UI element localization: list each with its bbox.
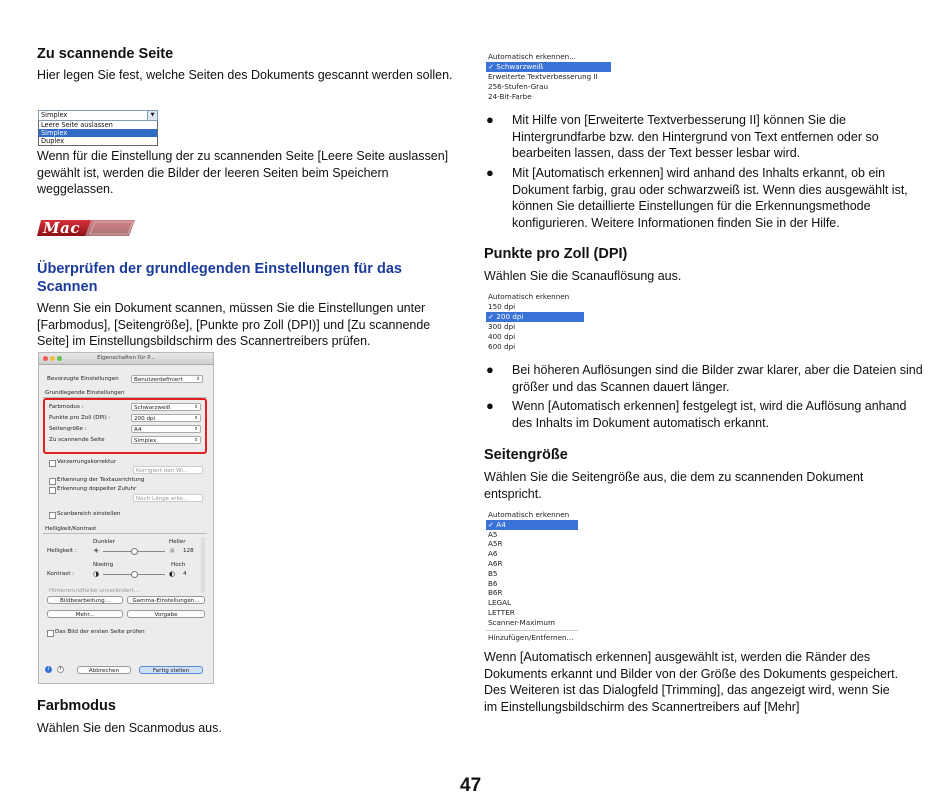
paragraph-dpi: Wählen Sie die Scanauflösung aus. bbox=[484, 269, 682, 283]
list-item[interactable]: Automatisch erkennen... bbox=[488, 52, 577, 61]
doppelter-popup[interactable] bbox=[133, 494, 203, 502]
popup-value: Nach Länge erke... bbox=[136, 496, 189, 502]
bullet-dot-icon: ● bbox=[486, 398, 494, 413]
bullet-dot-icon: ● bbox=[486, 112, 494, 127]
list-item[interactable]: 150 dpi bbox=[488, 302, 516, 311]
dpi-popup[interactable] bbox=[131, 414, 201, 422]
simplex-option[interactable]: Leere Seite auslassen bbox=[41, 121, 113, 129]
kontrast-slider-knob[interactable] bbox=[131, 571, 138, 578]
paragraph-zu-scannende-seite: Hier legen Sie fest, welche Seiten des Dokuments gescannt werden sollen. bbox=[37, 68, 453, 82]
list-item[interactable]: LEGAL bbox=[488, 598, 512, 608]
hoch-label: Hoch bbox=[171, 562, 186, 568]
row-label: Farbmodus : bbox=[49, 404, 84, 410]
seitengroesse-popup[interactable] bbox=[131, 425, 201, 433]
contrast-icon: ◑ bbox=[93, 570, 100, 578]
paragraph-automatisch: Wenn [Automatisch erkennen] ausgewählt ist, werden die Ränder des Dokuments erkannt und Bilder von der Größe des Dokuments gespeichert. Des Weiteren ist das Dialogfeld [Trimming], das angezeigt wird, wenn Sie im Einstellungsbildschirm des Scannertreibers auf [Mehr] bbox=[484, 650, 899, 714]
info-icon[interactable]: i bbox=[45, 666, 52, 673]
updown-icon: ⇕ bbox=[196, 377, 200, 382]
simplex-option[interactable]: Duplex bbox=[41, 137, 65, 145]
bullet-text: Mit [Automatisch erkennen] wird anhand des Inhalts erkannt, ob ein Dokument farbig, grau oder schwarzweiß ist. Wenn dies ausgewählt ist, können Sie detaillierte Einstellungen für die Erkennungsmethode konfigurieren. Weitere Informationen finden Sie in der Hilfe. bbox=[512, 166, 908, 230]
erste-seite-checkbox[interactable]: Das Bild der ersten Seite prüfen bbox=[47, 628, 145, 636]
verzerrung-checkbox[interactable]: Verzerrungskorrektur bbox=[49, 458, 116, 466]
list-item[interactable]: B6R bbox=[488, 588, 503, 598]
group-label: Grundlegende Einstellungen bbox=[45, 390, 125, 396]
list-item[interactable]: A6R bbox=[488, 558, 503, 568]
mehr-button[interactable]: Mehr... bbox=[47, 610, 123, 618]
paragraph-farbmodus: Wählen Sie den Scanmodus aus. bbox=[37, 721, 222, 735]
pref-label: Bevorzugte Einstellungen bbox=[47, 376, 119, 382]
size-list bbox=[486, 510, 578, 642]
gamma-button[interactable]: Gamma-Einstellungen... bbox=[127, 596, 205, 604]
row-value: A4 bbox=[134, 427, 142, 433]
dialog-titlebar bbox=[39, 353, 213, 365]
heller-label: Heller bbox=[169, 539, 186, 545]
helligkeit-slider-knob[interactable] bbox=[131, 548, 138, 555]
divider bbox=[43, 533, 207, 534]
helligkeit-value: 128 bbox=[183, 548, 194, 554]
list-item[interactable]: Scanner-Maximum bbox=[488, 617, 555, 627]
chevron-down-icon: ▼ bbox=[147, 111, 157, 120]
hk-label: Helligkeit/Kontrast bbox=[45, 526, 97, 532]
list-item[interactable]: ✓ A4 bbox=[486, 520, 578, 530]
paragraph-grundlegende-einstellungen: Wenn Sie ein Dokument scannen, müssen Sie die Einstellungen unter [Farbmodus], [Seitengröße], [Punkte pro Zoll (DPI)] und [Zu scannende Seite] im Einstellungsbildschirm des Scannertreibers prüfen. bbox=[37, 301, 431, 348]
bullet-item bbox=[486, 398, 930, 431]
paragraph-leere-seite: Wenn für die Einstellung der zu scannenden Seite [Leere Seite auslassen] gewählt ist, werden die Bilder der leeren Seiten beim Speichern weggelassen. bbox=[37, 149, 449, 196]
sun-icon: ☀ bbox=[93, 547, 100, 555]
updown-icon: ⇕ bbox=[194, 405, 198, 410]
abbrechen-button[interactable]: Abbrechen bbox=[77, 666, 131, 674]
row-value: Schwarzweiß bbox=[134, 405, 171, 411]
bullet-text: Wenn [Automatisch erkennen] festgelegt ist, wird die Auflösung anhand des Inhalts im Dokument automatisch erkannt. bbox=[512, 399, 907, 430]
farbmodus-list bbox=[486, 52, 611, 102]
contrast-icon: ◐ bbox=[169, 570, 176, 578]
niedrig-label: Niedrig bbox=[93, 562, 114, 568]
bullet-item bbox=[486, 165, 930, 231]
list-item[interactable]: B5 bbox=[488, 568, 498, 578]
cut-text: Hintergrundfarbe unverändert... bbox=[49, 588, 140, 592]
scrollbar[interactable] bbox=[201, 537, 205, 593]
list-item[interactable]: Erweiterte Textverbesserung II bbox=[488, 72, 598, 81]
dunkler-label: Dunkler bbox=[93, 539, 115, 545]
heading-zu-scannende-seite: Zu scannende Seite bbox=[37, 46, 174, 62]
popup-value: Korrigiert den Wi... bbox=[136, 468, 189, 474]
list-separator bbox=[486, 630, 578, 631]
fertig-button[interactable]: Fertig stellen bbox=[139, 666, 203, 674]
simplex-option[interactable]: Simplex bbox=[39, 129, 157, 137]
bullet-text: Mit Hilfe von [Erweiterte Textverbesserung II] können Sie die Hintergrundfarbe bzw. den Hintergrund von Text entfernen oder so bearbeiten lassen, dass der Text besser lesbar wird. bbox=[512, 113, 879, 160]
updown-icon: ⇕ bbox=[194, 438, 198, 443]
list-item[interactable]: 256-Stufen-Grau bbox=[488, 82, 549, 91]
mac-badge-label: Mac bbox=[43, 219, 80, 237]
row-label: Punkte pro Zoll (DPI) : bbox=[49, 415, 111, 421]
help-icon[interactable]: ? bbox=[57, 666, 64, 673]
textausrichtung-checkbox[interactable]: Erkennung der Textausrichtung bbox=[49, 476, 144, 484]
scanbereich-checkbox[interactable]: Scanbereich einstellen bbox=[49, 510, 120, 518]
list-item[interactable]: ✓ 200 dpi bbox=[486, 312, 584, 322]
list-item[interactable]: A6 bbox=[488, 549, 498, 559]
heading-seitengroesse: Seitengröße bbox=[484, 447, 568, 463]
list-item[interactable]: Automatisch erkennen bbox=[488, 292, 570, 301]
list-item[interactable]: A5 bbox=[488, 529, 498, 539]
list-item[interactable]: 300 dpi bbox=[488, 322, 516, 331]
bullet-item bbox=[486, 362, 930, 395]
sun-icon: ☼ bbox=[169, 547, 176, 555]
list-item[interactable]: A5R bbox=[488, 539, 503, 549]
verzerrung-popup[interactable] bbox=[133, 466, 203, 474]
list-item[interactable]: 400 dpi bbox=[488, 332, 516, 341]
mac-badge bbox=[37, 218, 135, 238]
row-value: Simplex bbox=[134, 438, 157, 444]
simplex-select-value: Simplex bbox=[41, 111, 68, 119]
list-item[interactable]: LETTER bbox=[488, 607, 515, 617]
vorgabe-button[interactable]: Vorgabe bbox=[127, 610, 205, 618]
updown-icon: ⇕ bbox=[194, 416, 198, 421]
kontrast-label: Kontrast : bbox=[47, 571, 75, 577]
list-item[interactable]: Hinzufügen/Entfernen... bbox=[488, 632, 574, 642]
simplex-select[interactable] bbox=[38, 110, 158, 146]
list-item[interactable]: 600 dpi bbox=[488, 342, 516, 351]
bullet-text: Bei höheren Auflösungen sind die Bilder zwar klarer, aber die Dateien sind größer und das Scannen dauert länger. bbox=[512, 363, 923, 394]
bullet-dot-icon: ● bbox=[486, 165, 494, 180]
heading-farbmodus: Farbmodus bbox=[37, 698, 116, 714]
row-label: Seitengröße : bbox=[49, 426, 87, 432]
bildbearbeitung-button[interactable]: Bildbearbeitung... bbox=[47, 596, 123, 604]
paragraph-seitengroesse: Wählen Sie die Seitengröße aus, die dem zu scannenden Dokument entspricht. bbox=[484, 470, 864, 501]
dialog-title: Eigenschaften für P... bbox=[97, 355, 155, 361]
row-value: 200 dpi bbox=[134, 416, 156, 422]
bullet-dot-icon: ● bbox=[486, 362, 494, 377]
kontrast-value: 4 bbox=[183, 571, 187, 577]
page-number: 47 bbox=[460, 775, 482, 796]
updown-icon: ⇕ bbox=[194, 427, 198, 432]
pref-value: Benutzerdefiniert bbox=[134, 377, 183, 383]
farbmodus-popup[interactable] bbox=[131, 403, 201, 411]
list-item[interactable]: Automatisch erkennen bbox=[488, 510, 570, 519]
heading-grundlegende-einstellungen: Überprüfen der grundlegenden Einstellungen für das Scannen bbox=[37, 261, 402, 295]
doppelter-checkbox[interactable]: Erkennung doppelter Zufuhr bbox=[49, 485, 136, 493]
bullet-item bbox=[486, 112, 930, 162]
helligkeit-label: Helligkeit : bbox=[47, 548, 77, 554]
pref-popup[interactable] bbox=[131, 375, 203, 383]
scanner-driver-dialog bbox=[38, 352, 214, 684]
dpi-list bbox=[486, 292, 584, 352]
heading-dpi: Punkte pro Zoll (DPI) bbox=[484, 246, 628, 262]
list-item[interactable]: 24-Bit-Farbe bbox=[488, 92, 532, 101]
list-item[interactable]: ✓ Schwarzweiß bbox=[486, 62, 611, 72]
list-item[interactable]: B6 bbox=[488, 578, 498, 588]
row-label: Zu scannende Seite bbox=[49, 437, 105, 443]
scanseite-popup[interactable] bbox=[131, 436, 201, 444]
